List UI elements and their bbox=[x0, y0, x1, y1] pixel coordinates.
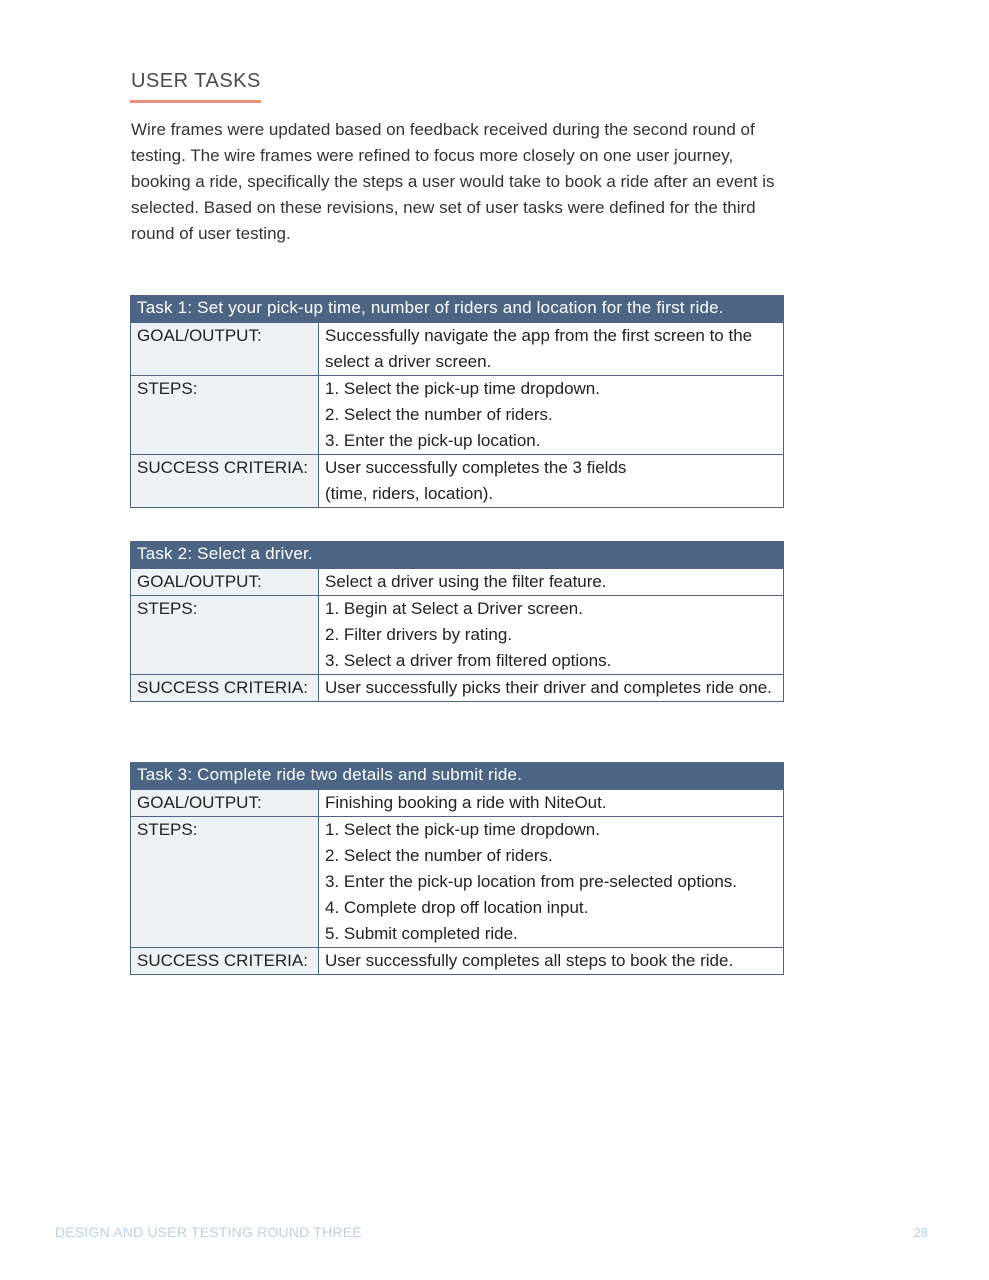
steps-list bbox=[319, 596, 784, 675]
success-label: SUCCESS CRITERIA: bbox=[131, 675, 319, 702]
footer-title: DESIGN AND USER TESTING ROUND THREE bbox=[55, 1224, 362, 1240]
success-value: User successfully completes all steps to book the ride. bbox=[319, 948, 784, 975]
step-item: 1. Select the pick-up time dropdown. bbox=[325, 379, 600, 398]
step-item: 3. Enter the pick-up location. bbox=[325, 431, 541, 450]
step-item: 2. Select the number of riders. bbox=[325, 405, 553, 424]
step-item: 4. Complete drop off location input. bbox=[325, 898, 589, 917]
task-title: Task 1: Set your pick-up time, number of riders and location for the first ride. bbox=[131, 296, 784, 323]
goal-value: Select a driver using the filter feature. bbox=[319, 569, 784, 596]
task-table-1 bbox=[130, 295, 784, 508]
step-item: 1. Begin at Select a Driver screen. bbox=[325, 599, 583, 618]
goal-label: GOAL/OUTPUT: bbox=[131, 790, 319, 817]
steps-label: STEPS: bbox=[131, 596, 319, 675]
task-table-3 bbox=[130, 762, 784, 975]
steps-label: STEPS: bbox=[131, 376, 319, 455]
steps-list bbox=[319, 817, 784, 948]
intro-text: Wire frames were updated based on feedback received during the second round of testing. The wire frames were refined to focus more closely on one user journey, booking a ride, specifically the steps a user would take to book a ride after an event is selected. Based on these revisions, new set of user tasks were defined for the third round of user testing. bbox=[131, 120, 775, 243]
goal-label: GOAL/OUTPUT: bbox=[131, 569, 319, 596]
goal-label: GOAL/OUTPUT: bbox=[131, 323, 319, 376]
section-title: USER TASKS bbox=[131, 70, 261, 92]
steps-list bbox=[319, 376, 784, 455]
steps-label: STEPS: bbox=[131, 817, 319, 948]
task-title: Task 3: Complete ride two details and submit ride. bbox=[131, 763, 784, 790]
success-value: User successfully picks their driver and completes ride one. bbox=[319, 675, 784, 702]
intro-paragraph bbox=[131, 117, 781, 247]
success-line: (time, riders, location). bbox=[325, 484, 494, 503]
success-value bbox=[319, 455, 784, 508]
task-title: Task 2: Select a driver. bbox=[131, 542, 784, 569]
task-table-2 bbox=[130, 541, 784, 702]
step-item: 1. Select the pick-up time dropdown. bbox=[325, 820, 600, 839]
title-underline bbox=[130, 100, 261, 103]
step-item: 3. Select a driver from filtered options. bbox=[325, 651, 612, 670]
success-line: User successfully completes the 3 fields bbox=[325, 458, 627, 477]
goal-value: Successfully navigate the app from the first screen to the select a driver screen. bbox=[319, 323, 784, 376]
goal-value: Finishing booking a ride with NiteOut. bbox=[319, 790, 784, 817]
step-item: 2. Filter drivers by rating. bbox=[325, 625, 513, 644]
step-item: 5. Submit completed ride. bbox=[325, 924, 518, 943]
step-item: 3. Enter the pick-up location from pre-selected options. bbox=[325, 872, 737, 891]
success-label: SUCCESS CRITERIA: bbox=[131, 455, 319, 508]
success-label: SUCCESS CRITERIA: bbox=[131, 948, 319, 975]
step-item: 2. Select the number of riders. bbox=[325, 846, 553, 865]
page-number: 28 bbox=[913, 1225, 928, 1240]
